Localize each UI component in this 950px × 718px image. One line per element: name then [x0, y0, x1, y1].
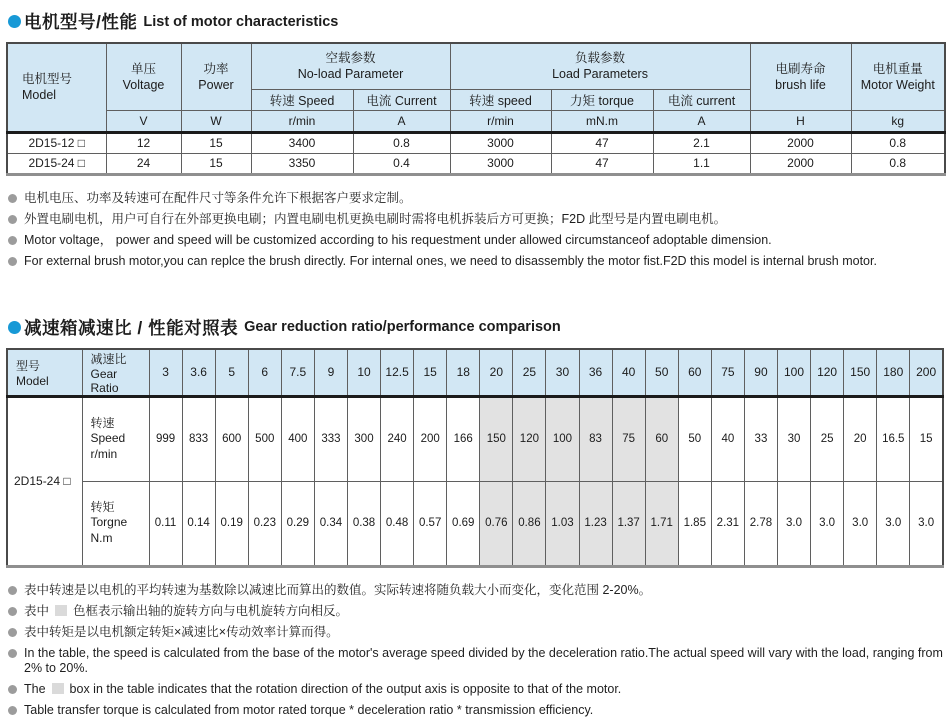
ratio-header-cell: 100 [777, 349, 810, 397]
power-header-cn: 功率 [203, 61, 229, 76]
torque-value-cell: 2.78 [744, 481, 777, 566]
torque-value-cell: 0.86 [513, 481, 546, 566]
ratio-header-cell: 6 [248, 349, 281, 397]
motor-model-cell: 2D15-12 □ [7, 132, 106, 153]
motor-value-cell: 3000 [450, 132, 551, 153]
ratio-header-cell: 18 [447, 349, 480, 397]
ratio-header-cell: 150 [844, 349, 877, 397]
section-bullet-icon [8, 15, 21, 28]
speed-value-cell: 500 [248, 396, 281, 481]
gear-ratio-header-en: Gear Ratio [90, 366, 119, 395]
torque-value-cell: 0.11 [149, 481, 182, 566]
note-bullet-icon [8, 706, 17, 715]
motor-value-cell: 2000 [750, 153, 851, 174]
ratio-header-cell: 200 [910, 349, 943, 397]
ratio-header-cell: 25 [513, 349, 546, 397]
torque-value-cell: 0.14 [182, 481, 215, 566]
model-header-cn: 电机型号 [22, 72, 73, 86]
speed-value-cell: 83 [579, 396, 612, 481]
unit-cell: kg [851, 110, 945, 132]
speed-value-cell: 833 [182, 396, 215, 481]
speed-label-en: Speed [90, 431, 126, 446]
motor-table-header-row [7, 43, 945, 89]
unit-cell: V [106, 110, 181, 132]
noload-group-header [251, 43, 450, 89]
reverse-direction-legend-box [52, 683, 64, 694]
torque-value-cell: 0.19 [215, 481, 248, 566]
motor-notes [8, 191, 950, 269]
motor-value-cell: 15 [181, 153, 251, 174]
unit-cell: r/min [251, 110, 353, 132]
speed-value-cell: 300 [347, 396, 380, 481]
gear-ratio-column-header [82, 349, 149, 397]
note-text [24, 682, 621, 697]
ratio-header-cell: 90 [744, 349, 777, 397]
noload-current-subheader: 电流 Current [353, 89, 450, 110]
ratio-header-cell: 12.5 [381, 349, 414, 397]
speed-value-cell: 25 [811, 396, 844, 481]
torque-value-cell: 0.29 [281, 481, 314, 566]
note-text-pre: The [24, 681, 46, 696]
unit-cell: A [653, 110, 750, 132]
ratio-header-cell: 60 [678, 349, 711, 397]
gear-model-value: 2D15-24 □ [7, 396, 82, 566]
unit-cell: H [750, 110, 851, 132]
brushlife-column-header [750, 43, 851, 110]
note-text-post: 色框表示输出轴的旋转方向与电机旋转方向相反。 [73, 603, 349, 618]
voltage-header-en: Voltage [122, 77, 165, 92]
motor-value-cell: 2.1 [653, 132, 750, 153]
ratio-header-cell: 75 [711, 349, 744, 397]
note-text: Motor voltage， power and speed will be customized according to his requestment under allowed circumstanceof adoptable dimension. [24, 232, 772, 247]
ratio-header-cell: 50 [645, 349, 678, 397]
note-bullet-icon [8, 257, 17, 266]
motor-value-cell: 2000 [750, 132, 851, 153]
motor-value-cell: 15 [181, 132, 251, 153]
torque-value-cell: 0.23 [248, 481, 281, 566]
note-item [8, 254, 950, 269]
section-bullet-icon [8, 321, 21, 334]
speed-value-cell: 100 [546, 396, 579, 481]
motor-section-title-cn: 电机型号/性能 [24, 12, 138, 32]
speed-value-cell: 200 [414, 396, 447, 481]
note-text: 表中转速是以电机的平均转速为基数除以减速比而算出的数值。实际转速将随负载大小而变化，变化范围 2-20%。 [24, 582, 652, 597]
load-group-cn: 负载参数 [575, 51, 626, 65]
speed-value-cell: 33 [744, 396, 777, 481]
load-group-en: Load Parameters [552, 67, 648, 82]
note-text: 电机电压、功率及转速可在配件尺寸等条件允许下根据客户要求定制。 [24, 190, 412, 205]
speed-value-cell: 999 [149, 396, 182, 481]
speed-value-cell: 16.5 [877, 396, 910, 481]
torque-value-cell: 1.71 [645, 481, 678, 566]
load-current-subheader: 电流 current [653, 89, 750, 110]
unit-cell: r/min [450, 110, 551, 132]
motor-value-cell: 0.8 [851, 132, 945, 153]
motor-model-cell: 2D15-24 □ [7, 153, 106, 174]
unit-cell: W [181, 110, 251, 132]
note-text-pre: 表中 [24, 603, 50, 618]
motor-table-row [7, 153, 945, 174]
speed-value-cell: 120 [513, 396, 546, 481]
load-group-header [450, 43, 750, 89]
torque-value-cell: 0.57 [414, 481, 447, 566]
motor-value-cell: 3400 [251, 132, 353, 153]
note-bullet-icon [8, 586, 17, 595]
torque-value-cell: 0.48 [381, 481, 414, 566]
noload-group-en: No-load Parameter [297, 67, 404, 82]
motor-value-cell: 24 [106, 153, 181, 174]
motor-value-cell: 1.1 [653, 153, 750, 174]
motor-value-cell: 3350 [251, 153, 353, 174]
ratio-header-cell: 120 [811, 349, 844, 397]
torque-value-cell: 3.0 [844, 481, 877, 566]
weight-column-header [851, 43, 945, 110]
speed-value-cell: 333 [314, 396, 347, 481]
gear-speed-row [7, 396, 943, 481]
speed-value-cell: 166 [447, 396, 480, 481]
torque-label-cn: 转矩 [90, 499, 115, 514]
ratio-header-cell: 3.6 [182, 349, 215, 397]
torque-value-cell: 0.38 [347, 481, 380, 566]
note-bullet-icon [8, 685, 17, 694]
speed-value-cell: 600 [215, 396, 248, 481]
torque-value-cell: 2.31 [711, 481, 744, 566]
torque-value-cell: 1.85 [678, 481, 711, 566]
motor-section-title-en: List of motor characteristics [143, 13, 339, 30]
ratio-header-cell: 3 [149, 349, 182, 397]
note-text: 外置电刷电机，用户可自行在外部更换电刷；内置电刷电机更换电刷时需将电机拆装后方可更换；F2D 此型号是内置电刷电机。 [24, 211, 727, 226]
weight-header-cn: 电机重量 [872, 61, 923, 76]
motor-table-row [7, 132, 945, 153]
ratio-header-cell: 30 [546, 349, 579, 397]
note-item [8, 646, 950, 676]
motor-characteristics-table [6, 42, 946, 176]
gear-ratio-header-cn: 减速比 [90, 351, 127, 366]
note-item [8, 583, 950, 598]
note-bullet-icon [8, 628, 17, 637]
gear-model-header-en: Model [16, 373, 49, 388]
note-bullet-icon [8, 215, 17, 224]
power-header-en: Power [198, 77, 234, 92]
torque-value-cell: 3.0 [777, 481, 810, 566]
ratio-header-cell: 20 [480, 349, 513, 397]
note-text-post: box in the table indicates that the rotation direction of the output axis is opposite to that of the motor. [69, 681, 622, 696]
note-bullet-icon [8, 194, 17, 203]
motor-section-title [8, 0, 950, 34]
gear-torque-row [7, 481, 943, 566]
torque-value-cell: 3.0 [877, 481, 910, 566]
note-text: In the table, the speed is calculated from the base of the motor's average speed divided by the deceleration ratio.The actual speed will vary with the load, ranging from 2% to 20%. [24, 645, 943, 675]
unit-cell: mN.m [551, 110, 653, 132]
motor-table-units-row [7, 110, 945, 132]
motor-value-cell: 47 [551, 132, 653, 153]
torque-value-cell: 3.0 [910, 481, 943, 566]
note-item [8, 212, 950, 227]
speed-value-cell: 50 [678, 396, 711, 481]
ratio-header-cell: 36 [579, 349, 612, 397]
ratio-header-cell: 7.5 [281, 349, 314, 397]
torque-label-en: Torgne [90, 515, 128, 530]
gear-section-title [8, 275, 950, 340]
unit-cell: A [353, 110, 450, 132]
note-item [8, 191, 950, 206]
motor-value-cell: 3000 [450, 153, 551, 174]
note-item [8, 233, 950, 248]
ratio-header-cell: 9 [314, 349, 347, 397]
ratio-header-cell: 5 [215, 349, 248, 397]
gear-table-header-row [7, 349, 943, 397]
torque-row-label [82, 481, 149, 566]
ratio-header-cell: 10 [347, 349, 380, 397]
note-bullet-icon [8, 236, 17, 245]
torque-value-cell: 3.0 [811, 481, 844, 566]
note-text: Table transfer torque is calculated from motor rated torque * deceleration ratio * transmission efficiency. [24, 702, 594, 717]
speed-row-label [82, 396, 149, 481]
brushlife-header-cn: 电刷寿命 [775, 61, 826, 76]
noload-group-cn: 空载参数 [325, 51, 376, 65]
motor-value-cell: 47 [551, 153, 653, 174]
torque-value-cell: 0.34 [314, 481, 347, 566]
voltage-column-header [106, 43, 181, 110]
speed-label-unit: r/min [90, 446, 118, 461]
noload-speed-subheader: 转速 Speed [251, 89, 353, 110]
gear-section-title-en: Gear reduction ratio/performance comparison [244, 319, 561, 335]
load-torque-subheader: 力矩 torque [551, 89, 653, 110]
motor-value-cell: 0.8 [353, 132, 450, 153]
gear-ratio-table [6, 348, 944, 568]
model-column-header [7, 43, 106, 132]
model-header-en: Model [22, 88, 57, 103]
ratio-header-cell: 40 [612, 349, 645, 397]
speed-value-cell: 30 [777, 396, 810, 481]
speed-label-cn: 转速 [90, 415, 115, 430]
note-item [8, 604, 950, 619]
speed-value-cell: 20 [844, 396, 877, 481]
speed-value-cell: 150 [480, 396, 513, 481]
torque-label-unit: N.m [90, 530, 113, 545]
speed-value-cell: 60 [645, 396, 678, 481]
voltage-header-cn: 单压 [130, 61, 156, 76]
speed-value-cell: 15 [910, 396, 943, 481]
ratio-header-cell: 180 [877, 349, 910, 397]
torque-value-cell: 1.37 [612, 481, 645, 566]
note-bullet-icon [8, 649, 17, 658]
note-text [24, 604, 348, 619]
torque-value-cell: 0.76 [480, 481, 513, 566]
motor-value-cell: 0.8 [851, 153, 945, 174]
weight-header-en: Motor Weight [860, 77, 935, 92]
torque-value-cell: 1.23 [579, 481, 612, 566]
motor-value-cell: 12 [106, 132, 181, 153]
reverse-direction-legend-box [55, 605, 67, 616]
torque-value-cell: 1.03 [546, 481, 579, 566]
note-bullet-icon [8, 607, 17, 616]
speed-value-cell: 75 [612, 396, 645, 481]
note-item [8, 625, 950, 640]
gear-model-header-cn: 型号 [16, 358, 41, 373]
note-text: 表中转矩是以电机额定转矩×减速比×传动效率计算而得。 [24, 624, 339, 639]
load-speed-subheader: 转速 speed [450, 89, 551, 110]
speed-value-cell: 240 [381, 396, 414, 481]
brushlife-header-en: brush life [775, 77, 826, 92]
note-item [8, 682, 950, 697]
power-column-header [181, 43, 251, 110]
speed-value-cell: 40 [711, 396, 744, 481]
note-text: For external brush motor,you can replce the brush directly. For internal ones, we need to disassembly the motor fist.F2D this model is internal brush motor. [24, 253, 877, 268]
gear-notes [8, 583, 950, 718]
gear-model-column-header [7, 349, 82, 397]
speed-value-cell: 400 [281, 396, 314, 481]
motor-value-cell: 0.4 [353, 153, 450, 174]
ratio-header-cell: 15 [414, 349, 447, 397]
gear-section-title-cn: 减速箱减速比 / 性能对照表 [24, 317, 239, 338]
torque-value-cell: 0.69 [447, 481, 480, 566]
